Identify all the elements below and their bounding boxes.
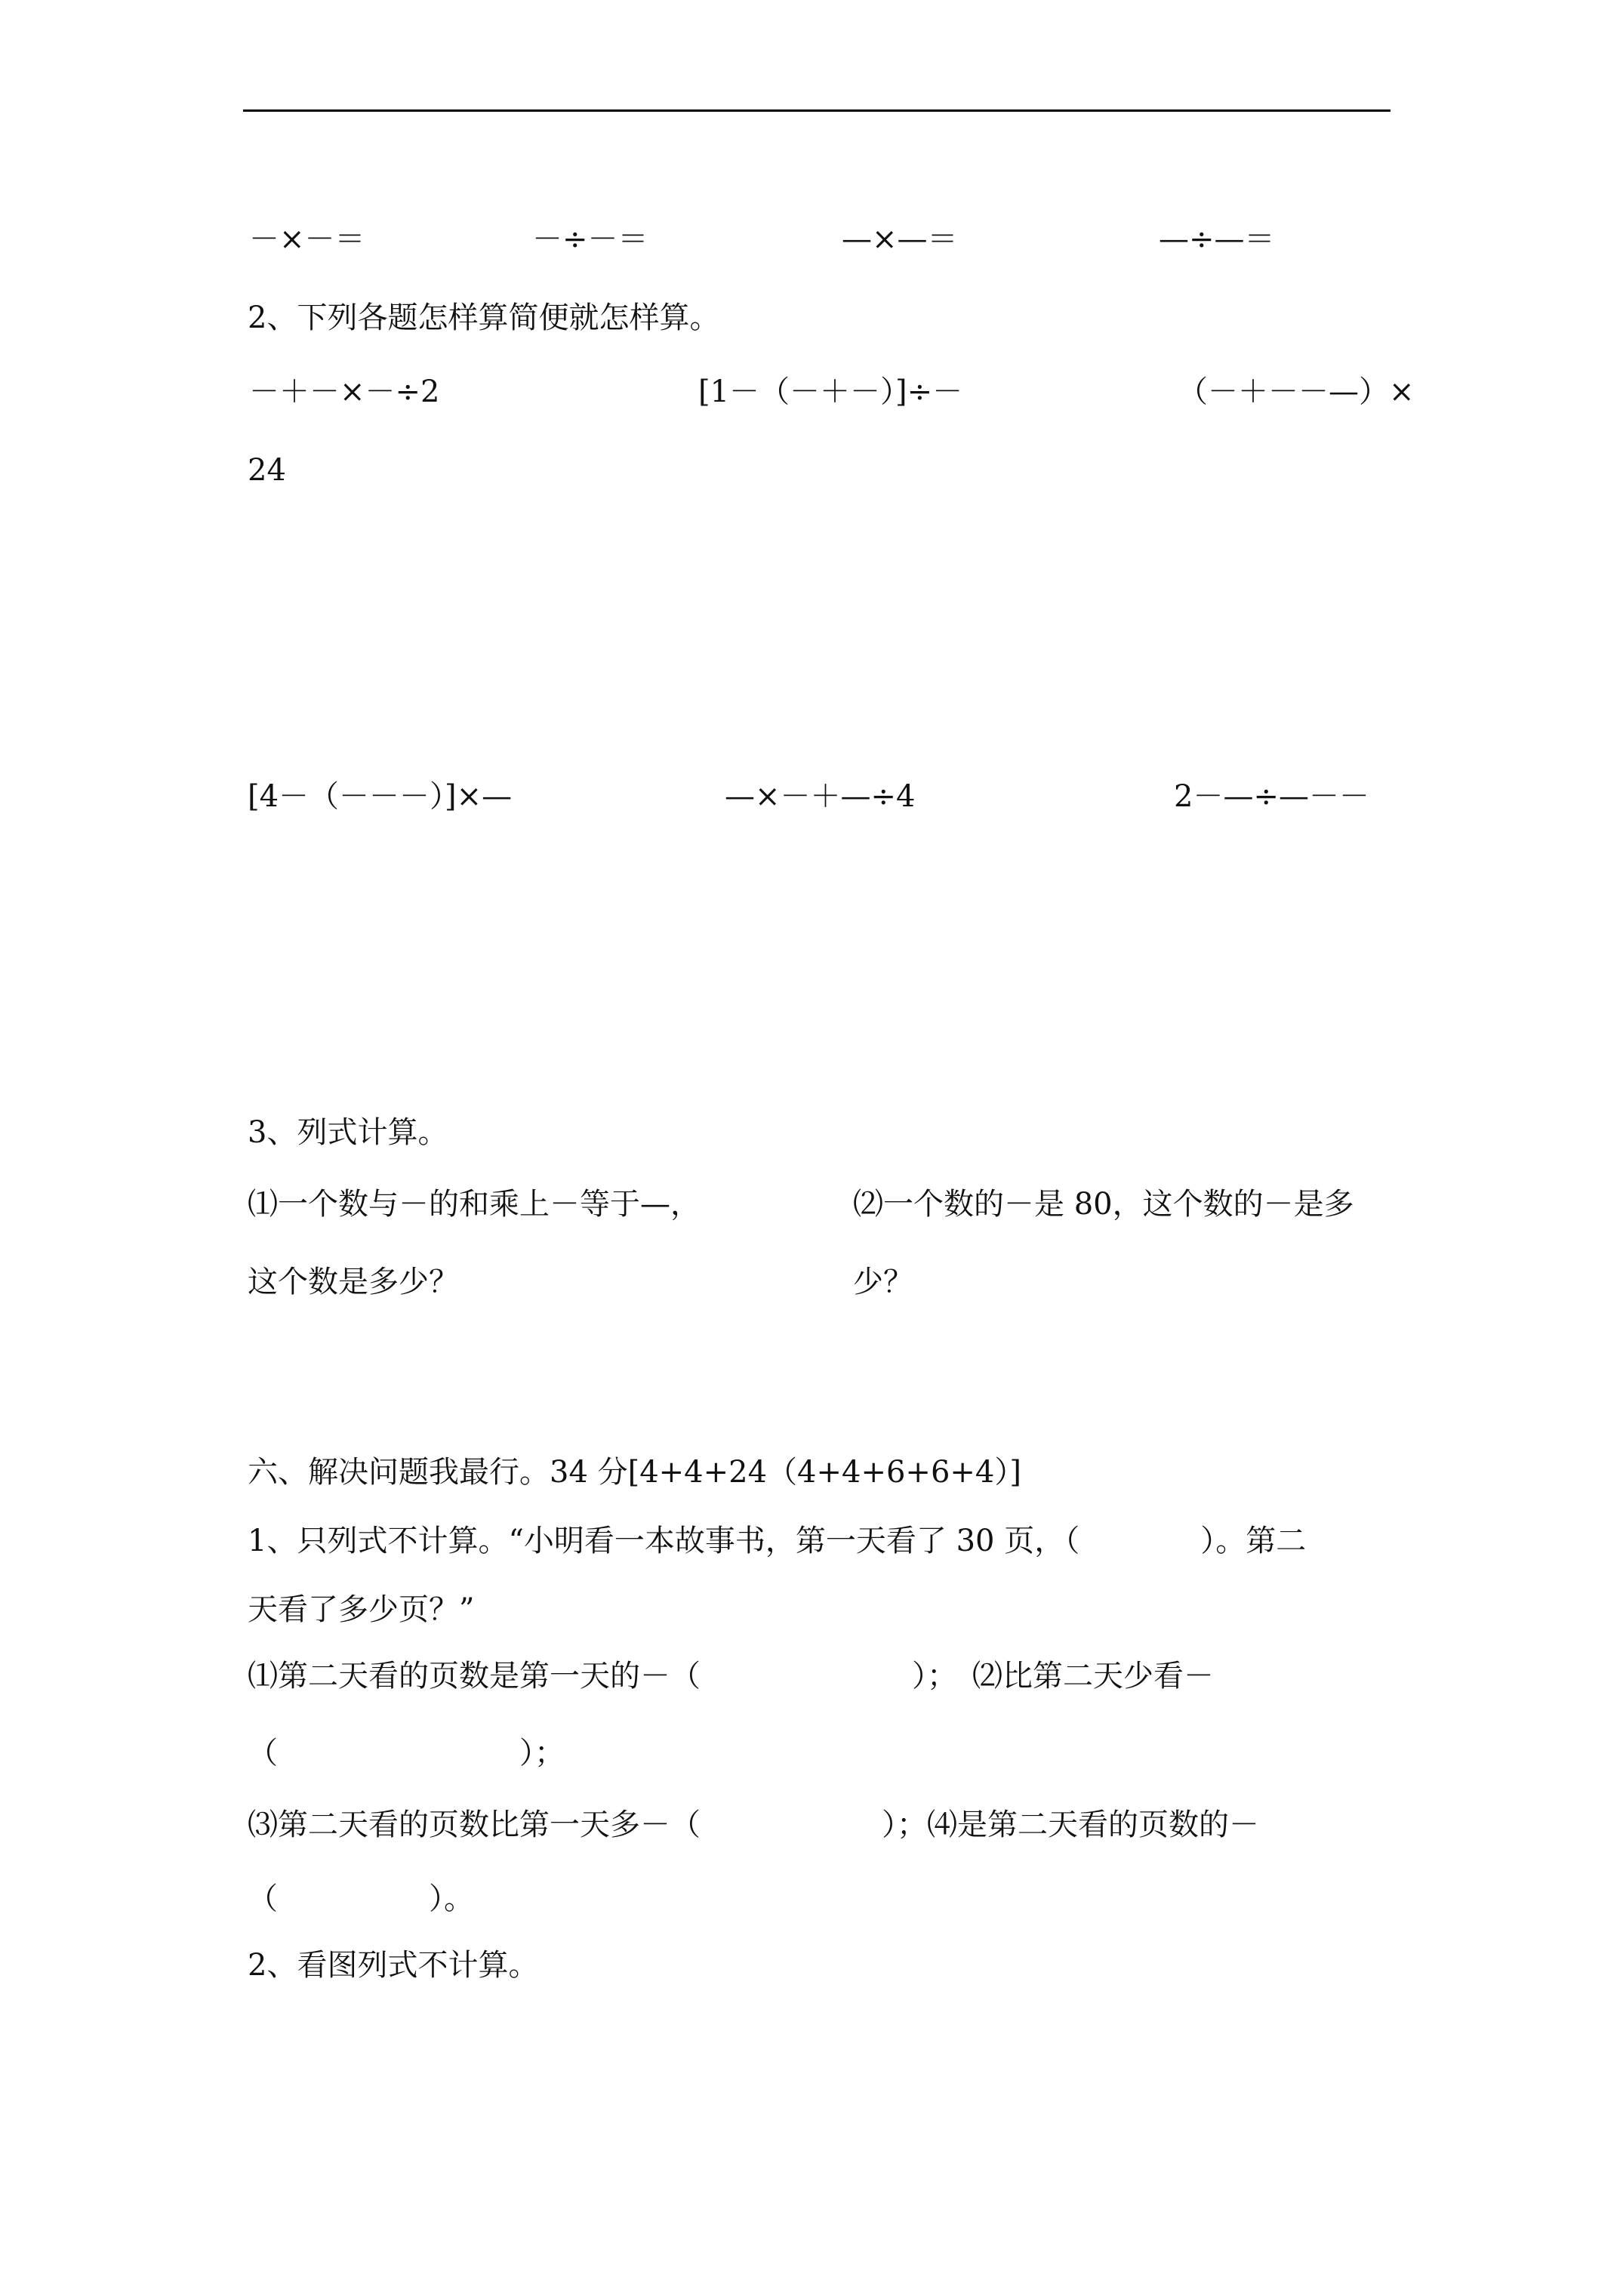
q2-problem-4: [4－（－－－）]×— — [248, 779, 513, 814]
s6-q1-line2: 天看了多少页？” — [248, 1592, 475, 1627]
q3-problem-1-line2: 这个数是多少？ — [248, 1265, 459, 1299]
q2-problem-6: 2－—÷—－－ — [1174, 779, 1369, 814]
q2-problem-3: （－＋－－—）× — [1178, 374, 1415, 409]
q2-problem-2: [1－（－＋－）]÷－ — [698, 374, 963, 409]
s6-q2-heading: 2、看图列式不计算。 — [248, 1948, 539, 1983]
q3-problem-2-line1: ⑵一个数的－是 80，这个数的－是多 — [853, 1187, 1354, 1222]
q3-problem-2-line2: 少？ — [853, 1265, 913, 1299]
q2-heading: 2、下列各题怎样算简便就怎样算。 — [248, 300, 720, 335]
q3-heading: 3、列式计算。 — [248, 1115, 448, 1150]
s6-q1-line1: 1、只列式不计算。“小明看一本故事书，第一天看了 30 页，（ ）。第二 — [248, 1524, 1307, 1558]
q2-problem-3-wrap: 24 — [248, 453, 286, 488]
header-rule — [243, 109, 1390, 112]
q2-problem-5: —×－＋—÷4 — [725, 779, 916, 814]
q2-problem-1: －＋－×－÷2 — [249, 374, 440, 409]
s6-q1-option-b-line2: （ ）。 — [248, 1881, 474, 1916]
s6-q1-option-b-line1: ⑶第二天看的页数比第一天多－（ ）；⑷是第二天看的页数的－ — [248, 1808, 1259, 1842]
calc-item-2: －÷－＝ — [532, 222, 648, 257]
calc-item-4: —÷—＝ — [1159, 222, 1275, 257]
calc-item-3: —×—＝ — [842, 222, 958, 257]
q3-problem-1-line1: ⑴一个数与－的和乘上－等于—， — [248, 1187, 701, 1222]
s6-q1-option-a-line2: （ ）； — [248, 1736, 565, 1771]
section-6-heading: 六、解决问题我最行。34 分[4+4+24（4+4+6+6+4）] — [248, 1455, 1021, 1490]
calc-item-1: －×－＝ — [249, 222, 365, 257]
s6-q1-option-a-line1: ⑴第二天看的页数是第一天的－（ ）； ⑵比第二天少看－ — [248, 1659, 1214, 1693]
